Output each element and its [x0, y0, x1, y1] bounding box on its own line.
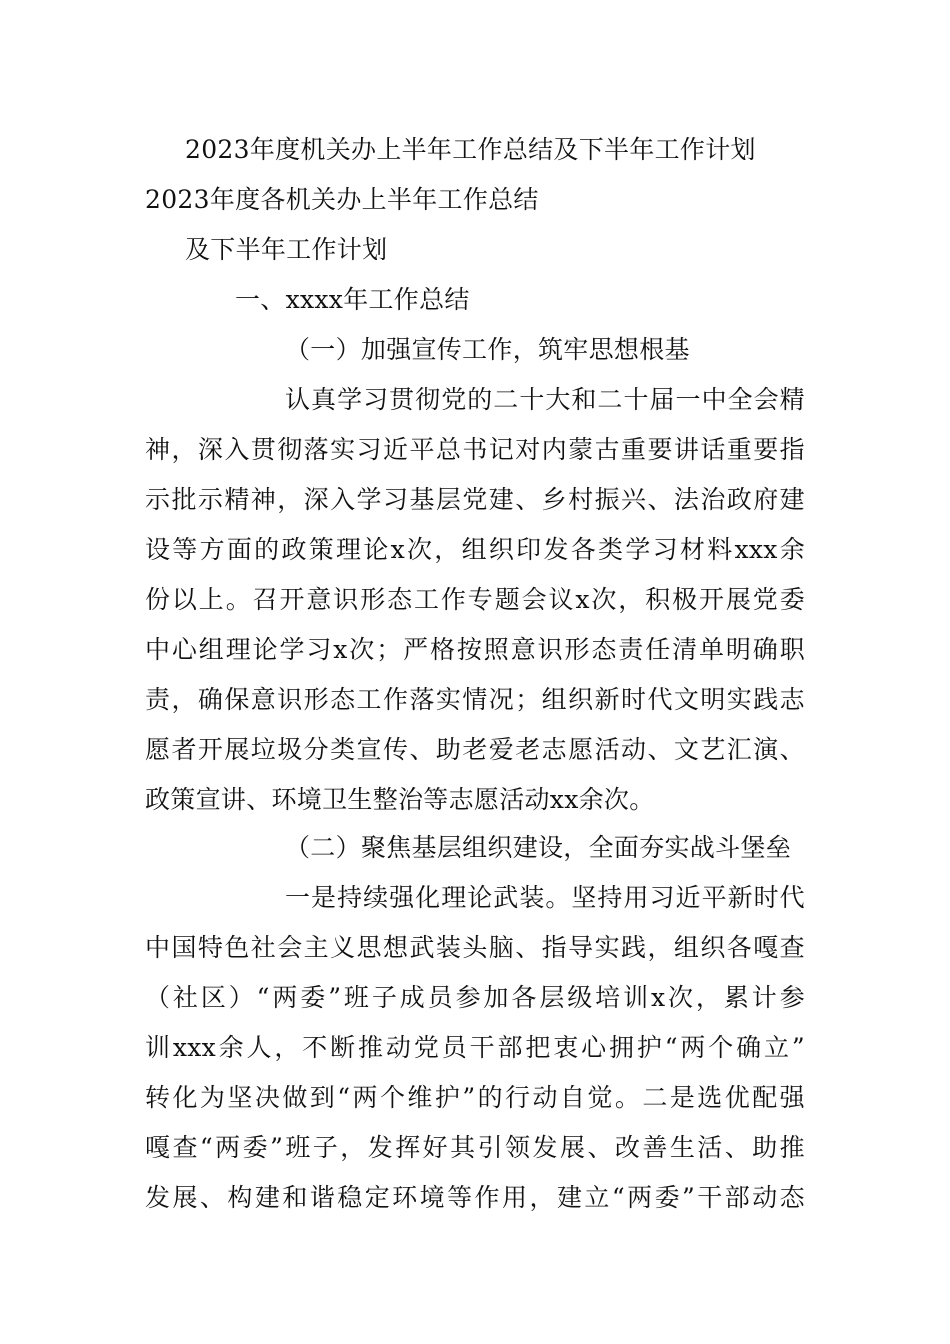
paragraph-1-line: 设等方面的政策理论x次，组织印发各类学习材料xxx余 — [145, 535, 805, 564]
paragraph-1-line: 愿者开展垃圾分类宣传、助老爱老志愿活动、文艺汇演、 — [145, 735, 805, 764]
paragraph-1-line: 中心组理论学习x次；严格按照意识形态责任清单明确职 — [145, 635, 805, 664]
paragraph-1-line: 责，确保意识形态工作落实情况；组织新时代文明实践志 — [145, 685, 805, 714]
section-heading-1: 一、xxxx年工作总结 — [235, 285, 470, 314]
document-title-line-2: 2023年度各机关办上半年工作总结 — [145, 185, 539, 214]
paragraph-1-line: 份以上。召开意识形态工作专题会议x次，积极开展党委 — [145, 585, 805, 614]
subsection-heading-1: （一）加强宣传工作，筑牢思想根基 — [285, 335, 690, 364]
paragraph-2-line: 转化为坚决做到“两个维护”的行动自觉。二是选优配强 — [145, 1083, 805, 1112]
paragraph-2-line: 一是持续强化理论武装。坚持用习近平新时代 — [285, 883, 805, 912]
paragraph-1-line: 示批示精神，深入学习基层党建、乡村振兴、法治政府建 — [145, 485, 805, 514]
paragraph-2-line: （社区）“两委”班子成员参加各层级培训x次，累计参 — [145, 983, 805, 1012]
paragraph-2-line: 训xxx余人，不断推动党员干部把衷心拥护“两个确立” — [145, 1033, 805, 1062]
paragraph-1-line: 认真学习贯彻党的二十大和二十届一中全会精 — [285, 385, 805, 414]
subsection-heading-2: （二）聚焦基层组织建设，全面夯实战斗堡垒 — [285, 833, 792, 862]
paragraph-1-line: 政策宣讲、环境卫生整治等志愿活动xx余次。 — [145, 785, 655, 814]
document-title-line-3: 及下半年工作计划 — [185, 235, 388, 264]
paragraph-1-line: 神，深入贯彻落实习近平总书记对内蒙古重要讲话重要指 — [145, 435, 805, 464]
paragraph-2-line: 发展、构建和谐稳定环境等作用，建立“两委”干部动态 — [145, 1183, 805, 1212]
paragraph-2-line: 中国特色社会主义思想武装头脑、指导实践，组织各嘎查 — [145, 933, 805, 962]
paragraph-2-line: 嘎查“两委”班子，发挥好其引领发展、改善生活、助推 — [145, 1133, 805, 1162]
document-title-line-1: 2023年度机关办上半年工作总结及下半年工作计划 — [185, 135, 756, 164]
